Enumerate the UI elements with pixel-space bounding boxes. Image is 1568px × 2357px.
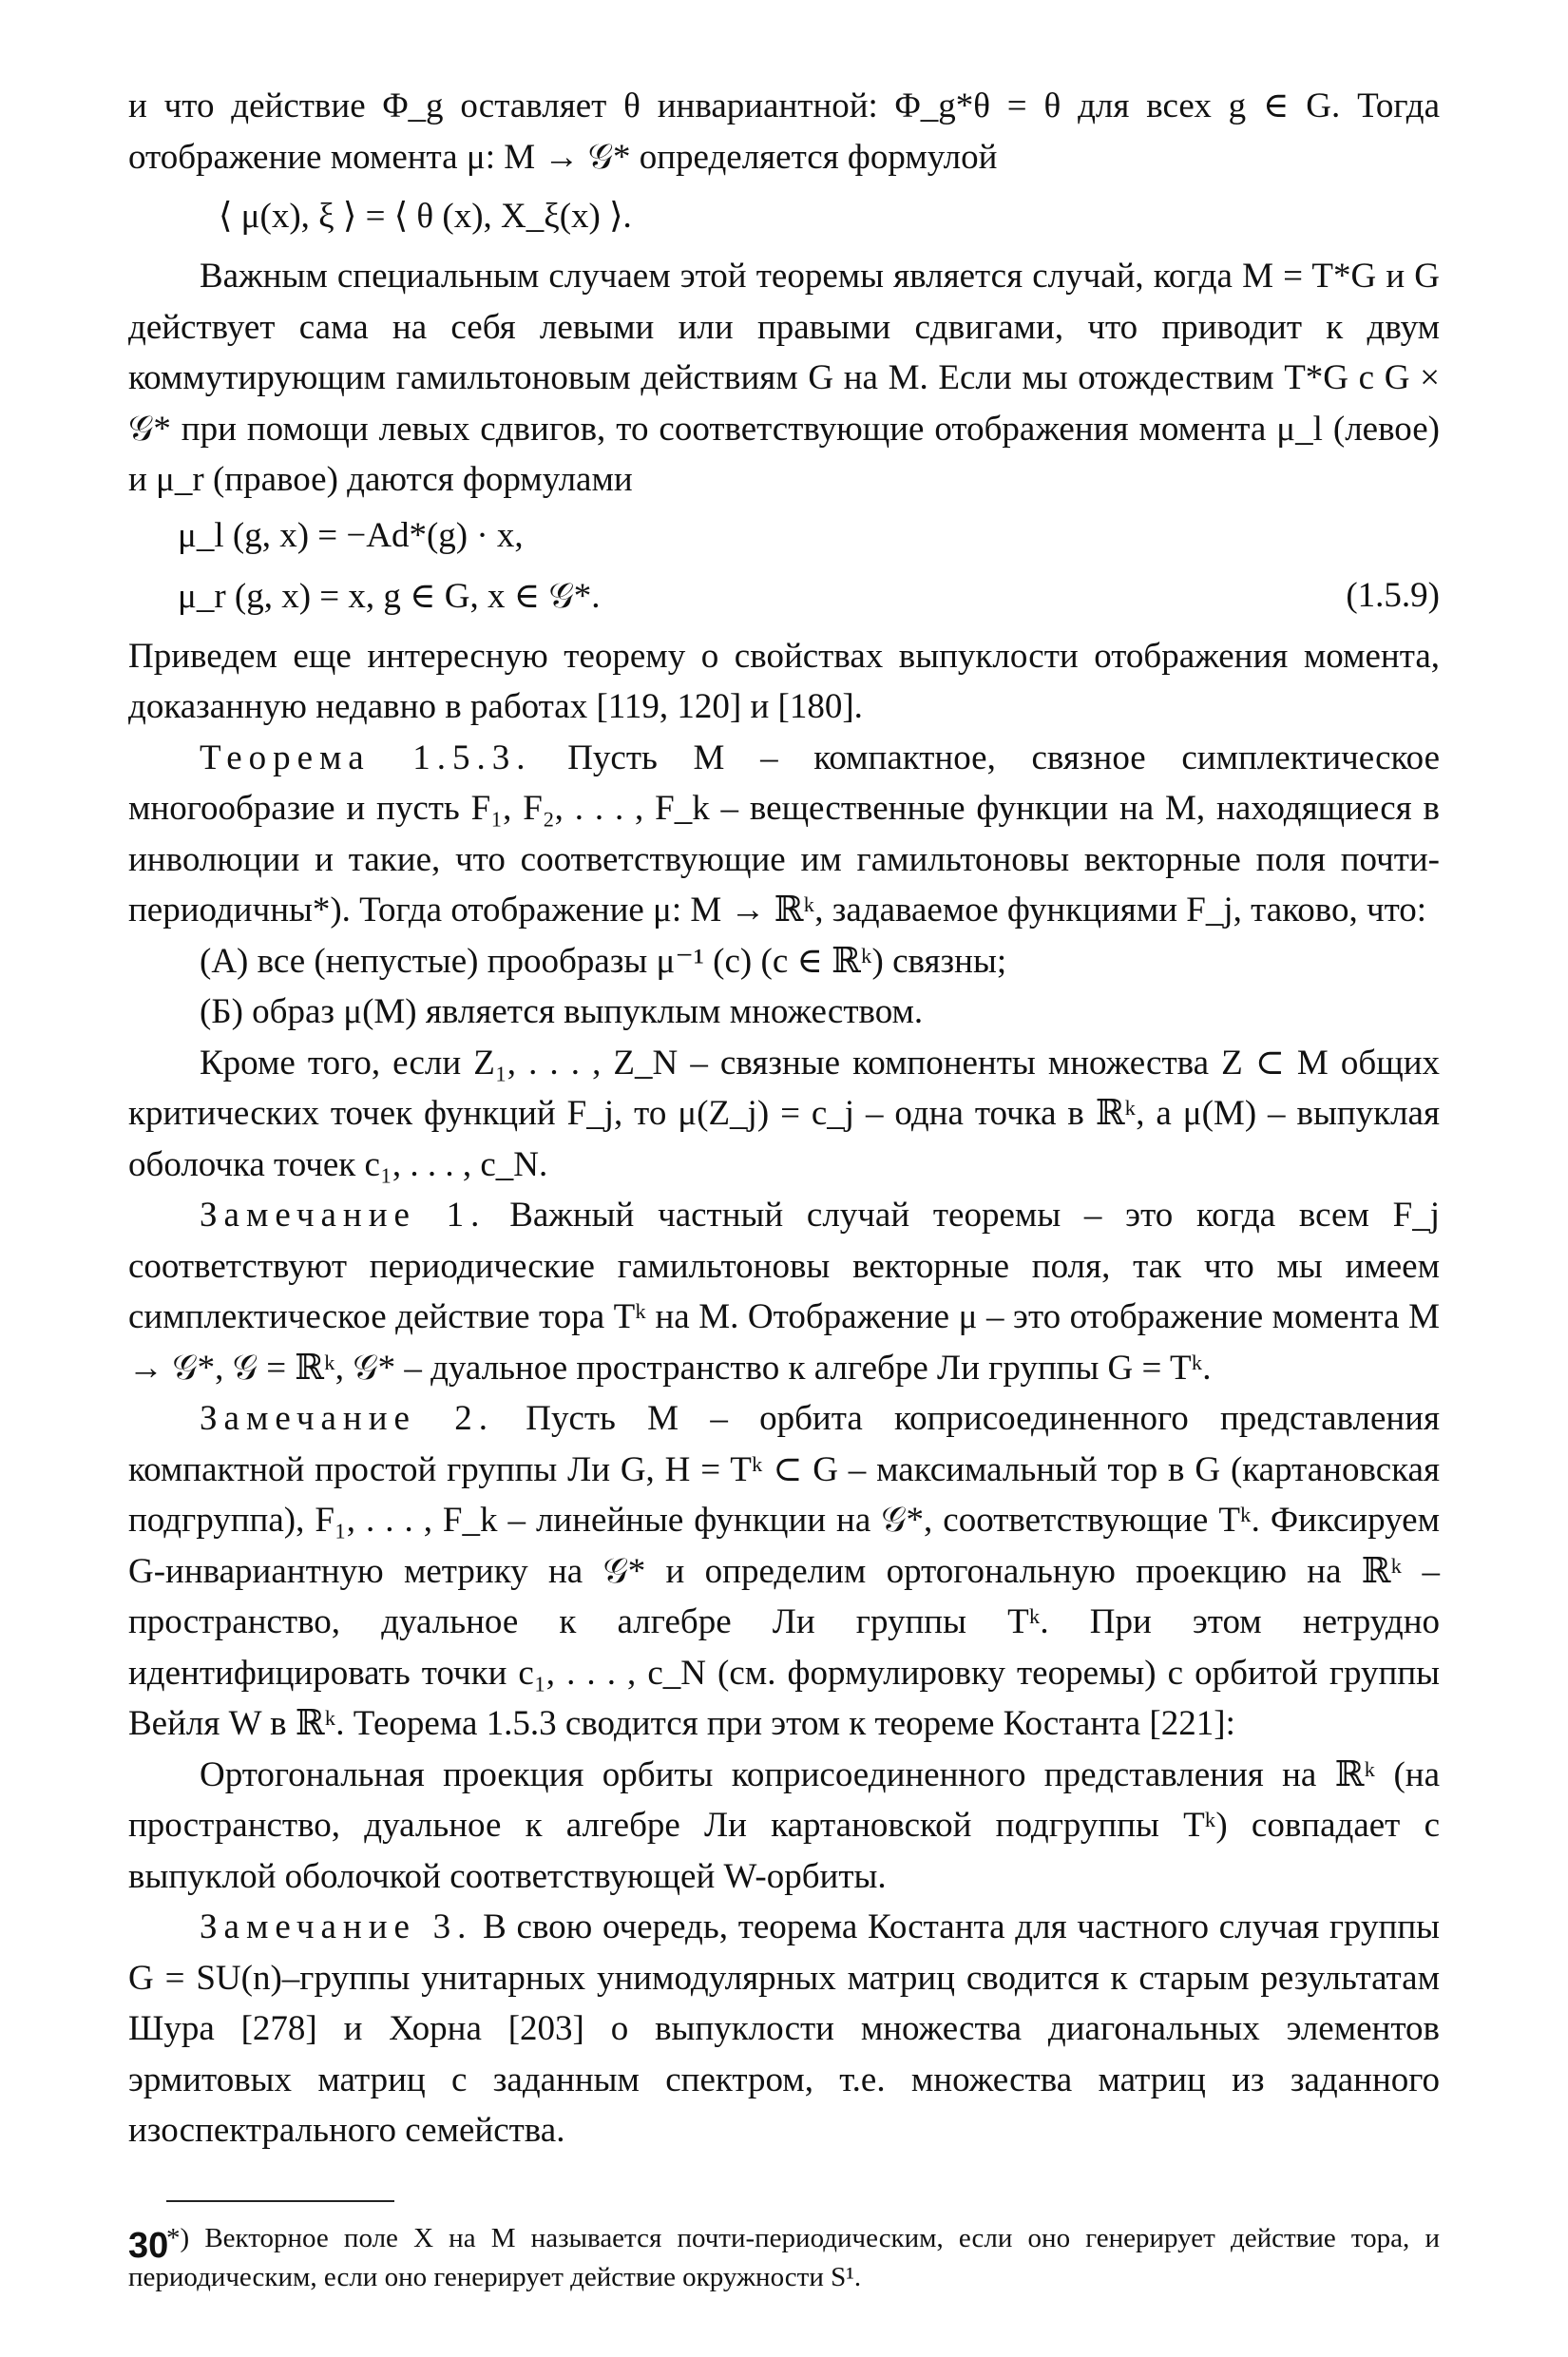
page-number: 30: [128, 2226, 169, 2266]
paragraph-intro: и что действие Φ_g оставляет θ инвариантной: Φ_g*θ = θ для всех g ∈ G. Тогда отображение момента μ: M → 𝒢* определяется формулой: [128, 86, 1440, 177]
theorem-item-a: (A) все (непустые) прообразы μ⁻¹ (c) (c ∈ ℝᵏ) связны;: [200, 941, 1007, 981]
paragraph-kostant-theorem: Ортогональная проекция орбиты коприсоединенного представления на ℝᵏ (на пространство, дуальное к алгебре Ли картановской подгруппы Tᵏ) совпадает с выпуклой оболочкой соответствующей W-орбиты.: [128, 1754, 1440, 1896]
theorem-text: Пусть M – компактное, связное симплектическое многообразие и пусть F₁, F₂, . . . , F_k – вещественные функции на M, находящиеся в инволюции и такие, что соответствующие им гамильтоновы векторные поля почти-периодичны*). Тогда отображение μ: M → ℝᵏ, задаваемое функциями F_j, таково, что:: [128, 738, 1440, 929]
paragraph-critical-points: Кроме того, если Z₁, . . . , Z_N – связные компоненты множества Z ⊂ M общих критических точек функций F_j, то μ(Z_j) = c_j – одна точка в ℝᵏ, а μ(M) – выпуклая оболочка точек c₁, . . . , c_N.: [128, 1043, 1440, 1184]
formula-block-1-5-9: [128, 506, 1440, 627]
remark-2-text: Пусть M – орбита коприсоединенного представления компактной простой группы Ли G, H = Tᵏ ⊂ G – максимальный тор в G (картановская подгруппа), F₁, . . . , F_k – линейные функции на 𝒢*, соответствующие Tᵏ. Фиксируем G-инвариантную метрику на 𝒢* и определим ортогональную проекцию на ℝᵏ – пространство, дуальное к алгебре Ли группы Tᵏ. При этом нетрудно идентифицировать точки c₁, . . . , c_N (см. формулировку теоремы) с орбитой группы Вейля W в ℝᵏ. Теорема 1.5.3 сводится при этом к теореме Костанта [221]:: [128, 1399, 1441, 1743]
remark-2-label: Замечание 2.: [200, 1399, 494, 1438]
remark-1: [128, 1190, 1440, 1393]
theorem-1-5-3: [128, 733, 1440, 936]
footnote: *) Векторное поле X на M называется почти-периодическим, если оно генерирует действие тора, и периодическим, если оно генерирует действие окружности S¹.: [128, 2222, 1440, 2292]
formula-mu-right: μ_r (g, x) = x, g ∈ G, x ∈ 𝒢*.: [178, 576, 601, 616]
theorem-label: Теорема 1.5.3.: [200, 738, 532, 777]
remark-3-label: Замечание 3.: [200, 1907, 473, 1946]
remark-3-text: В свою очередь, теорема Костанта для частного случая группы G = SU(n)–группы унитарных унимодулярных матриц сводится к старым результатам Шура [278] и Хорна [203] о выпуклости множества диагональных элементов эрмитовых матриц с заданным спектром, т.е. множества матриц из заданного изоспектрального семейства.: [128, 1907, 1441, 2150]
remark-1-label: Замечание 1.: [200, 1196, 487, 1235]
formula-moment-map: ⟨ μ(x), ξ ⟩ = ⟨ θ (x), X_ξ(x) ⟩.: [219, 197, 632, 236]
remark-2: [128, 1393, 1440, 1750]
paragraph-convexity: Приведем еще интересную теорему о свойствах выпуклости отображения момента, доказанную недавно в работах [119, 120] и [180].: [128, 636, 1440, 726]
remark-3: [128, 1902, 1440, 2156]
formula-mu-left: μ_l (g, x) = −Ad*(g) · x,: [178, 515, 524, 555]
paragraph-special-case: Важным специальным случаем этой теоремы является случай, когда M = T*G и G действует сама на себя левыми или правыми сдвигами, что приводит к двум коммутирующим гамильтоновым действиям G на M. Если мы отождествим T*G с G × 𝒢* при помощи левых сдвигов, то соответствующие отображения момента μ_l (левое) и μ_r (правое) даются формулами: [128, 257, 1440, 499]
theorem-item-b: (Б) образ μ(M) является выпуклым множеством.: [200, 992, 924, 1031]
equation-number: (1.5.9): [1346, 576, 1440, 615]
page-body: [128, 81, 1440, 2297]
footnote-divider: [166, 2200, 394, 2202]
remark-1-text: Важный частный случай теоремы – это когда всем F_j соответствуют периодические гамильтоновы векторные поля, так что мы имеем симплектическое действие тора Tᵏ на M. Отображение μ – это отображение момента M → 𝒢*, 𝒢 = ℝᵏ, 𝒢* – дуальное пространство к алгебре Ли группы G = Tᵏ.: [128, 1196, 1441, 1388]
